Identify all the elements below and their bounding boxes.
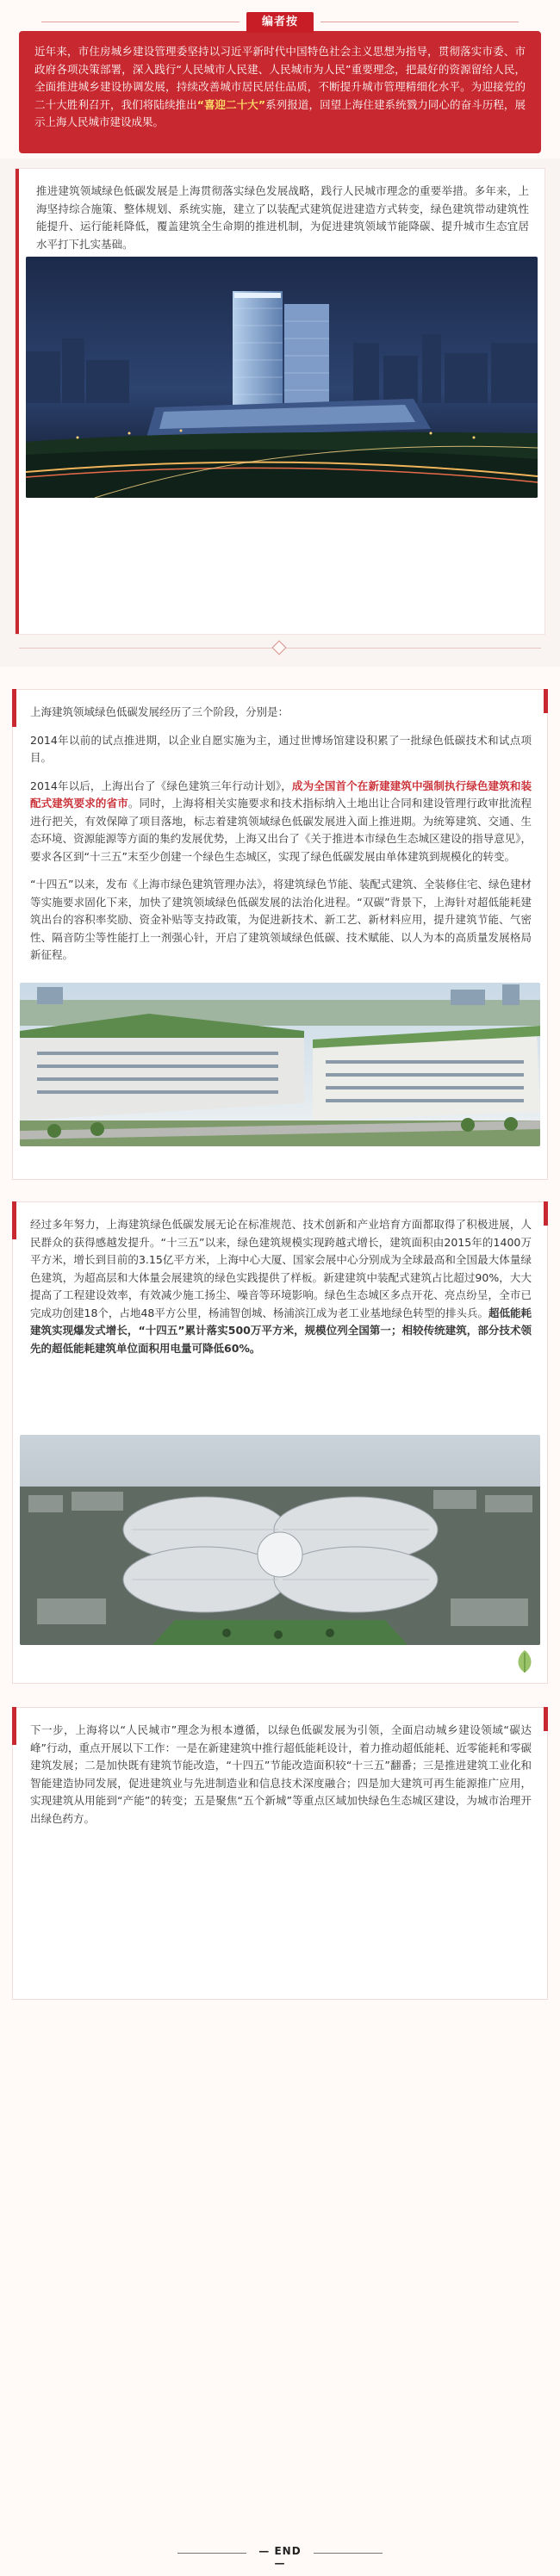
stages-p3-b: 。同时，上海将相关实施要求和技术指标纳入土地出让合同和建设管理行政审批流程进行把关，有效保障了项目落地，标志着建筑领域绿色低碳发展进入面上推进期。为统筹建筑、交通、生态环境、资源能源等方面的集约发展优势，上海又出台了《关于推进本市绿色生态城区建设的指导意见》，要求各区到“十三五”末至少创建一个绿色生态城区，实现了绿色低碳发展由单体建筑到规模化的转变。 xyxy=(30,797,532,863)
progress-p1 xyxy=(30,1216,532,1357)
stages-p3-a: 2014年以后，上海出台了《绿色建筑三年行动计划》， xyxy=(30,779,292,792)
progress-p1-a: 经过多年努力，上海建筑绿色低碳发展无论在标准规范、技术创新和产业培育方面都取得了积极进展，人民群众的获得感越发提升。“十三五”以来，绿色建筑规模实现跨越式增长，建筑面积由2015年的1400万平方米，增长到目前的3.15亿平方米，上海中心大厦、国家会展中心分别成为全球最高和全国最大体量绿色建筑，为超高层和大体量会展建筑的绿色实践提供了样板。新建建筑中装配式建筑占比超过90%，大大提高了工程建设效率，有效减少施工扬尘、噪音等环境影响。绿色生态城区多点开花、亮点纷呈，全市已完成功创建18个，占地48平方公里，杨浦智创城、杨浦滨江成为老工业基地绿色转型的排头兵。 xyxy=(30,1218,532,1319)
section-progress xyxy=(12,1201,548,1684)
section-accent-bar xyxy=(12,689,16,727)
next-steps-text xyxy=(30,1722,532,1838)
next-steps-p1: 下一步，上海将以“人民城市”理念为根本遵循，以绿色低碳发展为引领，全面启动城乡建设领域“碳达峰”行动，重点开展以下工作：一是在新建建筑中推行超低能耗设计，着力推动超低能耗、近零能耗和零碳建筑发展；二是加快既有建筑节能改造，“十四五”节能改造面积较“十三五”翻番；三是推进建筑工业化和智能建造协同发展，促进建筑业与先进制造业和信息技术深度融合；四是加大建筑可再生能源推广应用，实现建筑从用能到“产能”的转变；五是聚焦“五个新城”等重点区域加快绿色生态城区建设，为城市治理开出绿色药方。 xyxy=(30,1723,532,1825)
intro-photo xyxy=(26,257,538,498)
end-line-left xyxy=(177,2553,246,2554)
intro-card xyxy=(16,169,544,634)
end-line-right xyxy=(314,2553,383,2554)
stages-p1: 上海建筑领域绿色低碳发展经历了三个阶段，分别是： xyxy=(30,705,289,718)
editor-note-text-part1: 近年来，市住房城乡建设管理委坚持以习近平新时代中国特色社会主义思想为指导，贯彻落实市委、市政府各项决策部署，深入践行“人民城市人民建、人民城市为人民”重要理念，把最好的资源留给人民，全面推进城乡建设协调发展，持续改善城市居民居住品质，不断提升城市管理精细化水平。为迎接党的二十大胜利召开，我们将陆续推出 xyxy=(34,45,526,111)
intro-text: 推进建筑领域绿色低碳发展是上海贯彻落实绿色发展战略，践行人民城市理念的重要举措。多年来，上海坚持综合施策、整体规划、系统实施，建立了以装配式建筑促进建造方式转变，绿色建筑带动建筑性能提升、运行能耗降低，覆盖建筑全生命期的推进机制，为促进建筑领域节能降碳、提升城市生态宜居水平打下扎实基础。 xyxy=(36,184,529,251)
end-marker: — END — xyxy=(258,2545,302,2569)
progress-p1-bold: 超低能耗建筑实现爆发式增长，“十四五”累计落实500万平方米，规模位列全国第一；相较传统建筑，部分技术领先的超低能耗建筑单位面积用电量可降低60%。 xyxy=(30,1306,532,1355)
stages-p4: “十四五”以来，发布《上海市绿色建筑管理办法》，将建筑绿色节能、装配式建筑、全装修住宅、绿色建材等实施要求固化下来，加快了建筑领域绿色低碳发展的法治化进程。“双碳”背景下，上海针对超低能耗建筑出台的容积率奖励、资金补贴等支持政策，为促进新技术、新工艺、新材料应用，提升建筑节能、气密性、隔音防尘等性能打上一剂强心针，开启了建筑领域绿色低碳、技术赋能、以人为本的高质量发展格局新征程。 xyxy=(30,878,532,961)
night-city-image xyxy=(26,257,538,498)
stages-photo xyxy=(20,983,540,1146)
editor-note-box xyxy=(19,31,541,153)
stages-p3-red: 成为全国首个在新建建筑中强制执行绿色建筑和装配式建筑要求的省市 xyxy=(30,779,532,810)
section-corner-mark xyxy=(544,689,548,713)
section-corner-mark xyxy=(544,1707,548,1731)
stages-text xyxy=(30,704,532,975)
section-corner-mark xyxy=(544,1201,548,1226)
leaf-icon xyxy=(514,1648,535,1674)
editor-note-tag: 编者按 xyxy=(246,12,314,33)
convention-center-image xyxy=(20,1435,540,1645)
divider-diamond xyxy=(272,641,287,655)
stages-p2: 2014年以前的试点推进期，以企业自愿实施为主，通过世博场馆建设积累了一批绿色低碳技术和试点项目。 xyxy=(30,733,532,764)
section-next-steps xyxy=(12,1707,548,2000)
section-accent-bar xyxy=(12,1707,16,1745)
section-stages xyxy=(12,689,548,1180)
editor-note-text xyxy=(34,43,526,132)
progress-text xyxy=(30,1216,532,1368)
section-accent-bar xyxy=(12,1201,16,1239)
editor-note-text-part2: 系列报道，回望上海住建系统戮力同心的奋斗历程，展示上海人民城市建设成果。 xyxy=(34,97,526,128)
stages-p3 xyxy=(30,778,532,866)
expo-green-building-image xyxy=(20,983,540,1146)
progress-photo xyxy=(20,1435,540,1645)
editor-note-highlight: “喜迎二十大” xyxy=(196,97,266,111)
section-intro xyxy=(0,158,560,667)
